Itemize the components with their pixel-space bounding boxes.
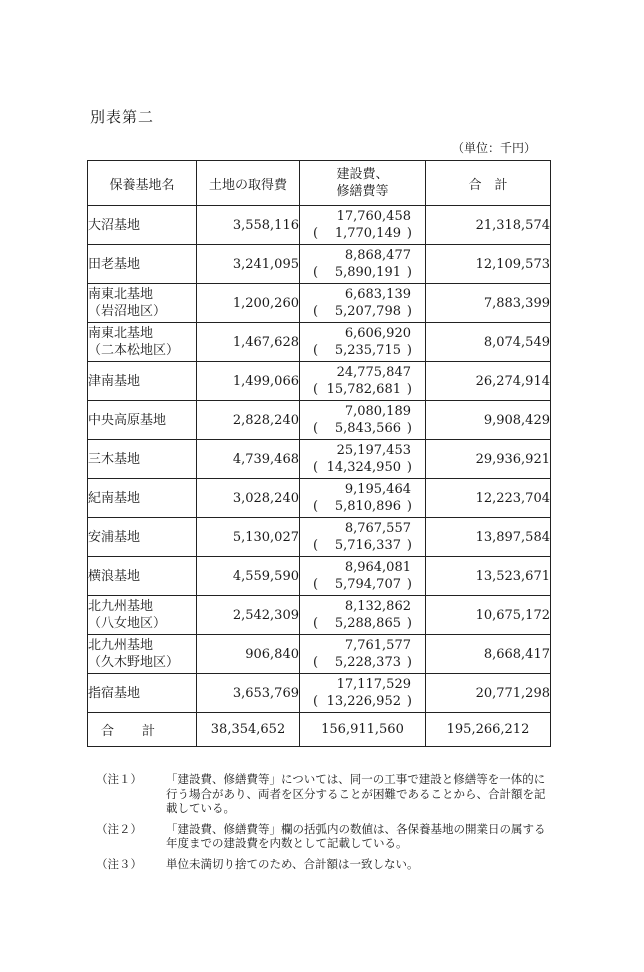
cell-name [88,518,197,557]
table-row [88,479,551,518]
paren-open: ( [313,694,319,709]
cell-name [88,284,197,323]
header-total: 合 計 [426,161,551,206]
paren-open: ( [313,499,319,514]
cell-total: 29,936,921 [426,440,551,479]
totals-build: 156,911,560 [300,713,426,747]
note-label: （注２） [96,821,142,836]
paren-close: ) [406,265,412,280]
cell-total: 7,883,399 [426,284,551,323]
header-land: 土地の取得費 [197,161,300,206]
cell-total: 9,908,429 [426,401,551,440]
paren-close: ) [406,304,412,319]
build-paren-group [300,304,425,320]
header-row [88,161,551,206]
header-name: 保養基地名 [88,161,197,206]
build-value: 6,683,139 [344,287,411,302]
totals-label: 合計 [88,713,197,747]
paren-open: ( [313,265,319,280]
header-build-line2: 修繕費等 [336,184,389,199]
build-paren-value: 14,324,950 [326,460,401,475]
cell-build [300,206,426,245]
base-name: 安浦基地 [88,529,141,545]
base-name: 指宿基地 [88,685,141,701]
table-row [88,206,551,245]
base-district: （二本松地区） [88,343,180,358]
build-paren-value: 1,770,149 [334,226,401,241]
build-paren-value: 15,782,681 [326,382,401,397]
paren-open: ( [313,460,319,475]
cell-land: 4,559,590 [197,557,300,596]
build-paren-group [300,226,425,242]
cell-name [88,674,197,713]
paren-close: ) [406,655,412,670]
cell-total: 26,274,914 [426,362,551,401]
build-paren-value: 5,288,865 [334,616,401,631]
cell-build [300,362,426,401]
base-name: 三木基地 [88,451,141,467]
paren-close: ) [406,616,412,631]
paren-close: ) [406,226,412,241]
build-paren-group [300,577,425,593]
cell-land: 906,840 [197,635,300,674]
paren-open: ( [313,577,319,592]
cell-build [300,245,426,284]
build-value: 8,868,477 [344,248,411,263]
paren-close: ) [406,382,412,397]
base-name: 紀南基地 [88,490,141,506]
table-row [88,323,551,362]
build-paren-value: 13,226,952 [326,694,401,709]
build-paren-value: 5,716,337 [334,538,401,553]
cell-land: 1,499,066 [197,362,300,401]
cell-total: 13,897,584 [426,518,551,557]
cost-table [87,160,551,747]
cell-name [88,206,197,245]
paren-open: ( [313,226,319,241]
cell-total: 12,223,704 [426,479,551,518]
paren-open: ( [313,538,319,553]
build-paren-group [300,343,425,359]
header-build-line1: 建設費、 [336,167,389,182]
base-name: 大沼基地 [88,217,141,233]
cell-build [300,479,426,518]
build-value: 7,080,189 [344,404,411,419]
cell-total: 13,523,671 [426,557,551,596]
cell-name [88,557,197,596]
base-district: （八女地区） [88,616,167,631]
build-value: 25,197,453 [336,443,411,458]
base-district: （久木野地区） [88,655,180,670]
base-name: 北九州基地 [88,599,154,614]
base-name: 中央高原基地 [88,412,167,428]
build-paren-group [300,694,425,710]
cell-build [300,440,426,479]
build-paren-value: 5,810,896 [334,499,401,514]
cell-name [88,245,197,284]
cell-land: 4,739,468 [197,440,300,479]
unit-label: （単位：千円） [452,141,537,155]
base-name: 津南基地 [88,373,141,389]
paren-open: ( [313,343,319,358]
cell-total: 10,675,172 [426,596,551,635]
build-value: 6,606,920 [344,326,411,341]
table-row [88,518,551,557]
build-value: 8,132,862 [344,599,411,614]
base-district: （岩沼地区） [88,304,167,319]
table-row [88,245,551,284]
cell-total: 12,109,573 [426,245,551,284]
paren-open: ( [313,421,319,436]
cell-build [300,635,426,674]
build-paren-value: 5,843,566 [334,421,401,436]
base-name: 南東北基地 [88,326,154,341]
table-row [88,557,551,596]
note-label: （注１） [96,772,142,786]
cell-build [300,518,426,557]
paren-close: ) [406,538,412,553]
build-paren-group [300,460,425,476]
build-paren-value: 5,794,707 [334,577,401,592]
build-paren-group [300,538,425,554]
table-row [88,674,551,713]
paren-close: ) [406,499,412,514]
cell-name [88,635,197,674]
paren-close: ) [406,460,412,475]
paren-close: ) [406,694,412,709]
paren-open: ( [313,616,319,631]
note-text: 単位未満切り捨てのため、合計額は一致しない。 [166,856,419,871]
cell-name [88,596,197,635]
table-row [88,284,551,323]
cell-build [300,401,426,440]
paren-close: ) [406,343,412,358]
cell-land: 3,028,240 [197,479,300,518]
build-paren-group [300,421,425,437]
cell-land: 3,653,769 [197,674,300,713]
paren-close: ) [406,421,412,436]
build-value: 7,761,577 [344,638,411,653]
build-paren-group [300,655,425,671]
cell-land: 1,467,628 [197,323,300,362]
table-row [88,440,551,479]
build-value: 8,964,081 [344,560,411,575]
build-paren-value: 5,235,715 [334,343,401,358]
totals-row [88,713,551,747]
table-row [88,401,551,440]
build-paren-group [300,265,425,281]
cell-name [88,401,197,440]
build-paren-group [300,382,425,398]
note-1 [96,772,556,816]
cell-total: 8,668,417 [426,635,551,674]
build-value: 24,775,847 [336,365,411,380]
cell-total: 8,074,549 [426,323,551,362]
build-paren-value: 5,207,798 [334,304,401,319]
cell-name [88,479,197,518]
build-value: 8,767,557 [344,521,411,536]
totals-total: 195,266,212 [426,713,551,747]
paren-open: ( [313,304,319,319]
cell-build [300,284,426,323]
cell-name [88,440,197,479]
header-build [300,161,426,206]
table-row [88,635,551,674]
table-row [88,362,551,401]
cell-build [300,674,426,713]
note-text: 「建設費、修繕費等」欄の括弧内の数値は、各保養基地の開業日の属する年度までの建設費を内数として記載している。 [166,821,546,850]
totals-land: 38,354,652 [197,713,300,747]
cell-land: 5,130,027 [197,518,300,557]
note-text: 「建設費、修繕費等」については、同一の工事で建設と修繕等を一体的に行う場合があり、両者を区分することが困難であることから、合計額を記載している。 [166,772,546,815]
document-title: 別表第二 [90,108,155,126]
note-2 [96,822,556,851]
cell-land: 3,241,095 [197,245,300,284]
base-name: 横浪基地 [88,568,141,584]
table-row [88,596,551,635]
cell-total: 21,318,574 [426,206,551,245]
base-name: 南東北基地 [88,287,154,302]
build-paren-value: 5,890,191 [334,265,401,280]
build-paren-group [300,499,425,515]
notes [96,772,556,877]
note-3 [96,857,556,872]
cell-build [300,557,426,596]
cell-land: 1,200,260 [197,284,300,323]
cell-land: 2,828,240 [197,401,300,440]
paren-close: ) [406,577,412,592]
cell-build [300,596,426,635]
paren-open: ( [313,382,319,397]
build-paren-value: 5,228,373 [334,655,401,670]
base-name: 北九州基地 [88,638,154,653]
build-value: 17,117,529 [336,677,411,692]
cell-name [88,323,197,362]
cell-name [88,362,197,401]
base-name: 田老基地 [88,256,141,272]
build-value: 17,760,458 [336,209,411,224]
paren-open: ( [313,655,319,670]
build-paren-group [300,616,425,632]
cell-build [300,323,426,362]
cell-land: 2,542,309 [197,596,300,635]
cell-total: 20,771,298 [426,674,551,713]
note-label: （注３） [96,856,142,871]
cell-land: 3,558,116 [197,206,300,245]
build-value: 9,195,464 [344,482,411,497]
